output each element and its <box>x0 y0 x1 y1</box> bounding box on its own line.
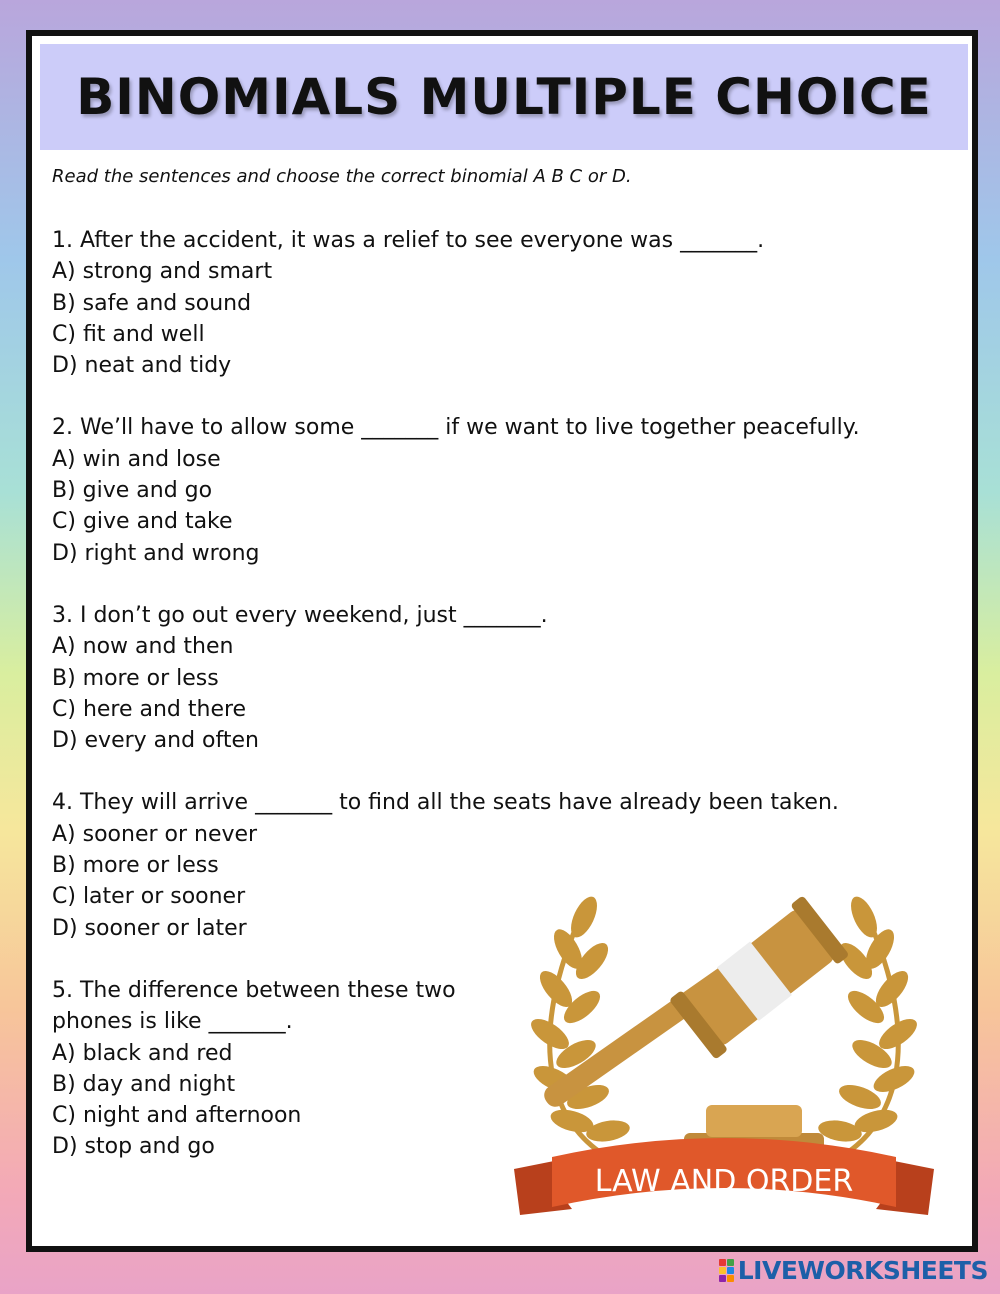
option-c[interactable]: C) here and there <box>52 696 247 722</box>
option-d[interactable]: D) every and often <box>52 728 259 754</box>
question-3 <box>52 600 932 756</box>
option-d[interactable]: D) sooner or later <box>52 915 247 941</box>
law-and-order-illustration <box>484 869 964 1247</box>
option-c[interactable]: C) later or sooner <box>52 884 246 910</box>
option-c[interactable]: C) give and take <box>52 509 233 535</box>
liveworksheets-logo[interactable] <box>719 1256 988 1284</box>
liveworksheets-mark-icon <box>719 1259 734 1282</box>
option-a[interactable]: A) sooner or never <box>52 821 258 847</box>
banner-text: LAW AND ORDER <box>594 1164 854 1199</box>
title-band <box>40 44 968 150</box>
option-c[interactable]: C) fit and well <box>52 321 205 347</box>
question-stem: 5. The difference between these two phones is like _______. <box>52 977 456 1035</box>
option-c[interactable]: C) night and afternoon <box>52 1103 302 1129</box>
option-b[interactable]: B) give and go <box>52 478 213 504</box>
laurel-left-icon <box>526 893 634 1169</box>
option-d[interactable]: D) neat and tidy <box>52 353 232 379</box>
option-b[interactable]: B) day and night <box>52 1071 236 1097</box>
question-2 <box>52 412 932 568</box>
question-stem: 1. After the accident, it was a relief to see everyone was _______. <box>52 228 765 253</box>
option-b[interactable]: B) more or less <box>52 665 219 691</box>
worksheet-frame <box>26 30 978 1252</box>
ribbon-banner-icon <box>514 1138 934 1215</box>
question-stem: 2. We’ll have to allow some _______ if we want to live together peacefully. <box>52 415 860 441</box>
option-a[interactable]: A) win and lose <box>52 446 221 472</box>
option-a[interactable]: A) black and red <box>52 1040 233 1066</box>
option-d[interactable]: D) right and wrong <box>52 540 260 566</box>
option-b[interactable]: B) safe and sound <box>52 290 252 316</box>
question-stem: 4. They will arrive _______ to find all the seats have already been taken. <box>52 790 839 816</box>
question-stem: 3. I don’t go out every weekend, just _______. <box>52 602 548 628</box>
page-title: BINOMIALS MULTIPLE CHOICE <box>76 68 932 126</box>
liveworksheets-text: LIVEWORKSHEETS <box>737 1255 988 1285</box>
option-b[interactable]: B) more or less <box>52 853 219 879</box>
instructions: Read the sentences and choose the correct binomial A B C or D. <box>52 166 632 187</box>
question-1 <box>52 225 932 381</box>
option-a[interactable]: A) now and then <box>52 634 234 660</box>
option-d[interactable]: D) stop and go <box>52 1134 215 1160</box>
option-a[interactable]: A) strong and smart <box>52 259 273 285</box>
